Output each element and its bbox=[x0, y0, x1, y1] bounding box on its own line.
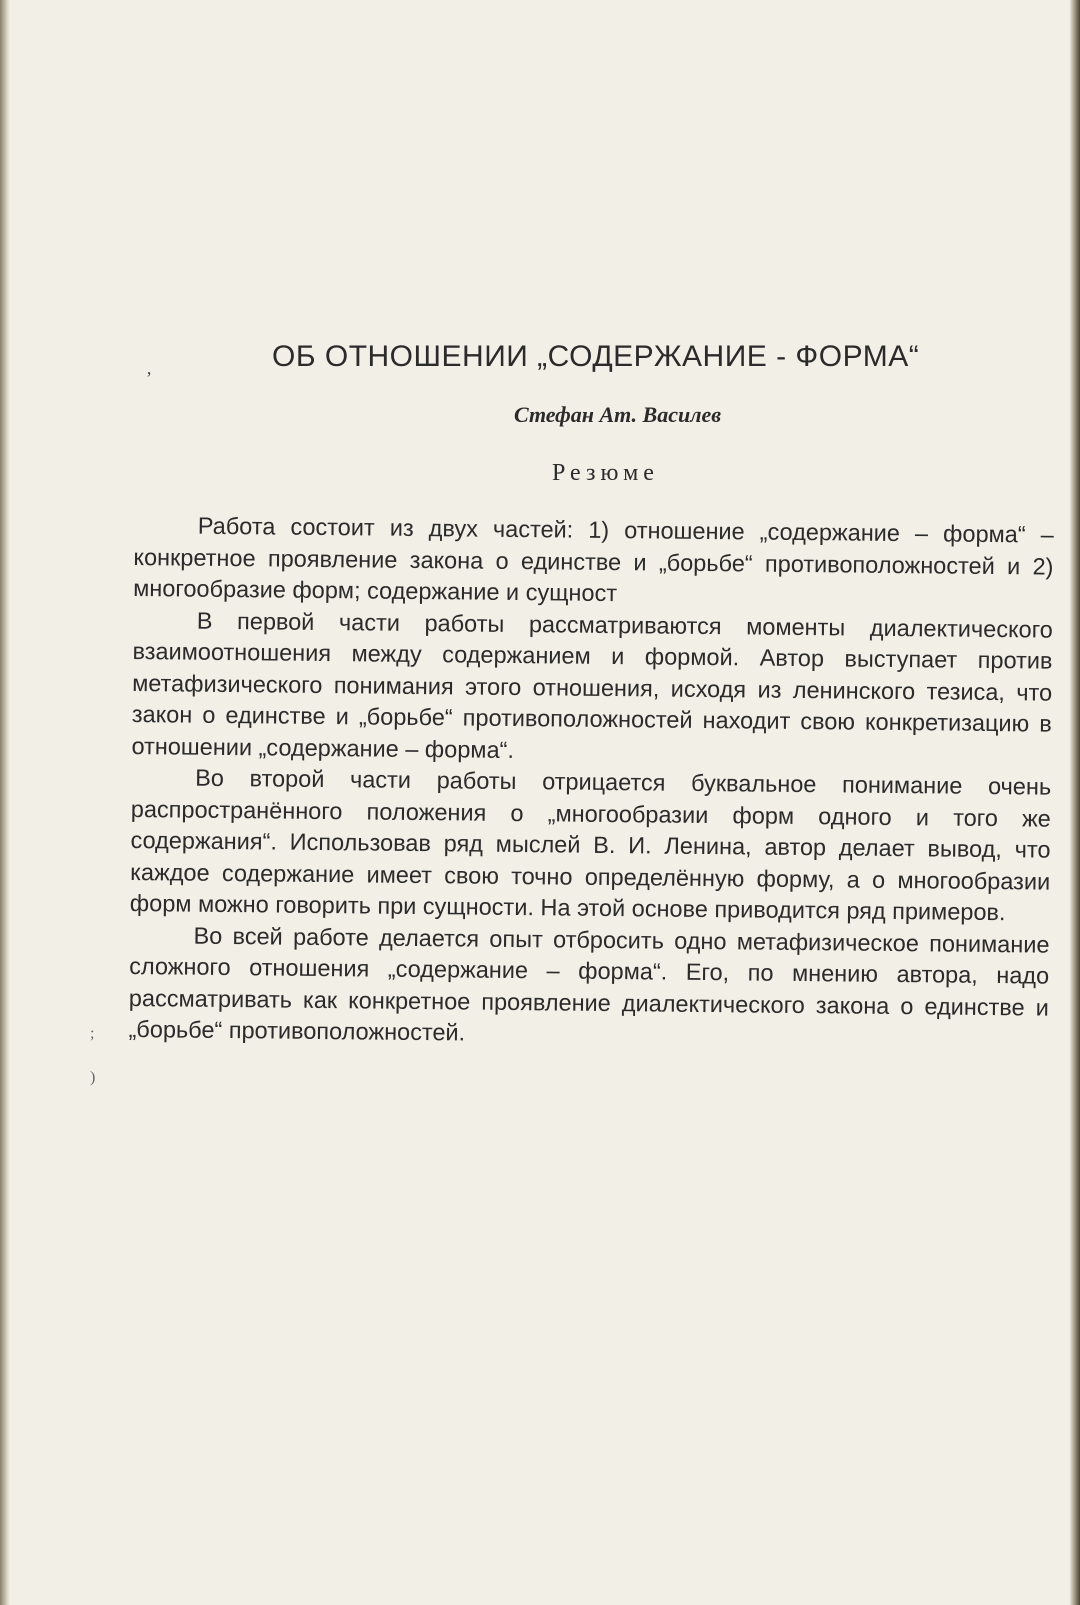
page-right-edge bbox=[1070, 0, 1080, 1605]
page-left-edge bbox=[0, 0, 10, 1605]
paragraph: Во всей работе делается опыт отбросить одно метафизическое понимание сложного отношения „содержание – форма“. Его, по мнению автора, надо рассматривать как конкретное проявление диалектического закона о единстве и „борьбе“ противоположностей. bbox=[128, 922, 1050, 1046]
stray-mark: ‚ bbox=[146, 358, 152, 378]
paragraph: В первой части работы рассматриваются моменты диалектического взаимоотношения между содержанием и формой. Автор выступает против метафизического понимания этого отношения, исходя из ленинского тезиса, что закон о единстве и „борьбе“ противоположностей находит свою конкретизацию в отношении „содержание – форма“. bbox=[131, 607, 1053, 763]
article-author: Стефан Ат. Василев bbox=[514, 402, 722, 427]
section-label: Резюме bbox=[552, 460, 659, 486]
margin-marks: ; ) bbox=[90, 1025, 96, 1086]
paragraph: Во второй части работы отрицается буквальное понимание очень распространённого положения о „многообразии форм одного и того же содержания“. Использовав ряд мыслей В. И. Ленина, автор делает вывод, что каждое содержание имеет свою точно определённую форму, а о многообразии форм можно говорить при сущности. На этой основе приводится ряд примеров. bbox=[129, 764, 1052, 926]
paragraph: Работа состоит из двух частей: 1) отношение „содержание – форма“ – конкретное проявление закона о единстве и „борьбе“ противоположностей и 2) многообразие форм; содержание и сущност bbox=[133, 512, 1054, 607]
body-text bbox=[128, 510, 1054, 1055]
article-title: ОБ ОТНОШЕНИИ „СОДЕРЖАНИЕ - ФОРМА“ bbox=[272, 340, 920, 373]
